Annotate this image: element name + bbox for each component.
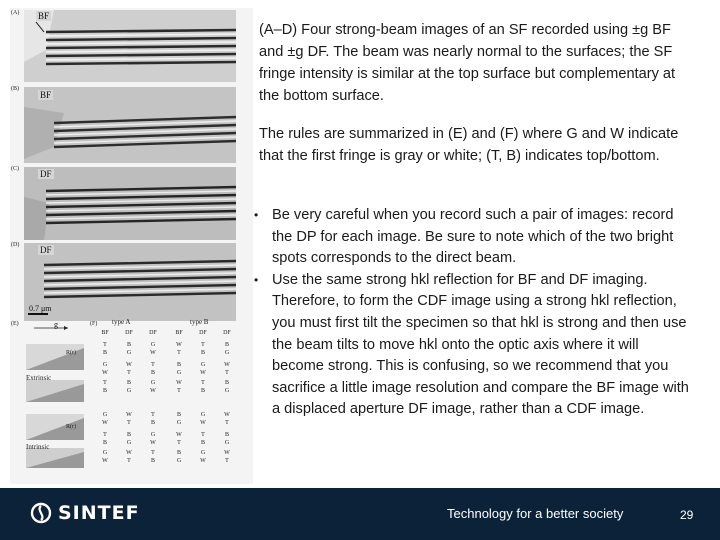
type-a-header: type A (112, 318, 131, 326)
rule-letter: G (176, 458, 182, 464)
mode-label-a: BF (38, 11, 50, 21)
panel-label-e: (E) (11, 321, 19, 327)
rule-letter: B (200, 350, 205, 356)
col-header-3: DF (149, 330, 157, 336)
rule-letter: G (176, 420, 182, 426)
g-vector-label: g (54, 320, 58, 329)
sintef-logo (30, 502, 140, 524)
rule-letter: B (176, 450, 181, 456)
rule-letter: T (103, 342, 107, 348)
type-b-header: type B (190, 318, 209, 326)
rule-letter: W (102, 458, 108, 464)
rule-letter: W (176, 432, 182, 438)
rule-letter: W (150, 440, 156, 446)
rule-letter: T (151, 412, 155, 418)
scale-bar-label: 0.7 μm (29, 304, 52, 313)
rule-letter: G (102, 362, 108, 368)
rule-letter: G (126, 350, 132, 356)
rule-letter: W (200, 420, 206, 426)
bullet-list (252, 205, 692, 421)
rule-letter: B (126, 380, 131, 386)
col-header-4: BF (175, 330, 183, 336)
rule-letter: W (126, 450, 132, 456)
rule-letter: W (150, 350, 156, 356)
rule-letter: G (126, 440, 132, 446)
rule-letter: W (224, 412, 230, 418)
rule-letter: W (102, 370, 108, 376)
tagline: Technology for a better society (447, 506, 624, 521)
rule-letter: T (201, 432, 205, 438)
rule-letter: G (200, 412, 206, 418)
rule-letter: G (150, 432, 156, 438)
rule-letter: T (151, 362, 155, 368)
rule-letter: T (177, 350, 181, 356)
micrograph-panel-a (24, 10, 236, 82)
rule-letter: W (150, 388, 156, 394)
rule-letter: T (177, 388, 181, 394)
col-header-5: DF (199, 330, 207, 336)
rule-letter: W (200, 370, 206, 376)
rule-letter: T (103, 432, 107, 438)
col-header-2: DF (125, 330, 133, 336)
micrograph-panel-d (24, 243, 236, 321)
rule-letter: G (224, 388, 230, 394)
rule-letter: W (126, 362, 132, 368)
rule-letter: T (127, 370, 131, 376)
col-header-6: DF (223, 330, 231, 336)
rule-letter: G (102, 412, 108, 418)
rule-letter: W (200, 458, 206, 464)
rule-letter: T (225, 420, 229, 426)
caption-paragraph-2: The rules are summarized in (E) and (F) where G and W indicate that the first fringe is gray or white; (T, B) indicates top/bottom. (259, 126, 679, 164)
mode-label-c: DF (40, 169, 52, 179)
rule-letter: T (201, 380, 205, 386)
rule-letter: B (150, 420, 155, 426)
rule-letter: B (176, 412, 181, 418)
bullet-item: • Be very careful when you record such a pair of images: record the DP for each image. Be sure to note which of the two bright spots corresponds to the direct beam. (252, 205, 692, 270)
rules-table-f (98, 318, 246, 473)
rule-letter: T (201, 342, 205, 348)
rule-letter: T (225, 370, 229, 376)
rule-letter: B (200, 388, 205, 394)
rule-letter: B (200, 440, 205, 446)
rule-letter: T (177, 440, 181, 446)
mode-label-d: DF (40, 245, 52, 255)
rule-letter: B (224, 342, 229, 348)
caption (259, 19, 699, 167)
rule-letter: B (102, 388, 107, 394)
footer-bar (0, 488, 720, 540)
rule-letter: B (102, 440, 107, 446)
rule-letter: W (224, 450, 230, 456)
rule-letter: W (224, 362, 230, 368)
rule-letter: B (224, 380, 229, 386)
caption-paragraph-1: (A–D) Four strong-beam images of an SF recorded using ±g BF and ±g DF. The beam was nearly normal to the surfaces; the SF fringe intensity is similar at the top surface but complementary at the bottom surface. (259, 22, 676, 104)
bullet-item: • Use the same strong hkl reflection for BF and DF imaging. Therefore, to form the CDF image using a strong hkl reflection, you must first tilt the specimen so that hkl is strong and then use the beam tilts to move hkl onto the optic axis where it will become strong. This is confusing, so we recommend that you sacrifice a little image resolution and compare the BF image with a displaced aperture DF image, rather than a CDF image. (252, 270, 692, 421)
intrinsic-label: Intrinsic (26, 443, 50, 451)
rule-letter: W (126, 412, 132, 418)
rule-letter: T (103, 380, 107, 386)
r-label-2: R(r) (66, 424, 76, 430)
col-header-1: BF (101, 330, 109, 336)
panel-label-d: (D) (11, 242, 20, 248)
rule-letter: G (200, 450, 206, 456)
rule-letter: W (102, 420, 108, 426)
rule-letter: G (150, 342, 156, 348)
rule-letter: B (126, 342, 131, 348)
rule-letter: B (150, 370, 155, 376)
rule-letter: G (200, 362, 206, 368)
panel-label-f: (F) (90, 321, 98, 327)
rule-letter: G (102, 450, 108, 456)
rule-letter: G (126, 388, 132, 394)
rule-letter: T (225, 458, 229, 464)
extrinsic-label: Extrinsic (26, 374, 52, 382)
mode-label-b: BF (40, 90, 52, 100)
rule-letter: B (224, 432, 229, 438)
rule-letter: T (151, 450, 155, 456)
panel-label-a: (A) (11, 10, 20, 16)
rule-letter: G (150, 380, 156, 386)
rule-letter: W (176, 342, 182, 348)
logo-text: SINTEF (58, 502, 140, 524)
panel-label-b: (B) (11, 86, 19, 92)
rule-letter: T (127, 458, 131, 464)
sintef-logo-icon (30, 502, 52, 524)
rules-diagram-e (24, 318, 86, 473)
rule-letter: G (224, 440, 230, 446)
micrograph-panel-b (24, 87, 236, 163)
rule-letter: W (176, 380, 182, 386)
micrograph-panel-c (24, 167, 236, 240)
panel-label-c: (C) (11, 166, 19, 172)
page-number: 29 (680, 508, 694, 522)
rule-letter: G (176, 370, 182, 376)
rule-letter: T (127, 420, 131, 426)
rule-letter: B (126, 432, 131, 438)
rule-letter: B (176, 362, 181, 368)
rule-letter: G (224, 350, 230, 356)
rule-letter: B (150, 458, 155, 464)
r-label-1: R(r) (66, 350, 76, 356)
rule-letter: B (102, 350, 107, 356)
